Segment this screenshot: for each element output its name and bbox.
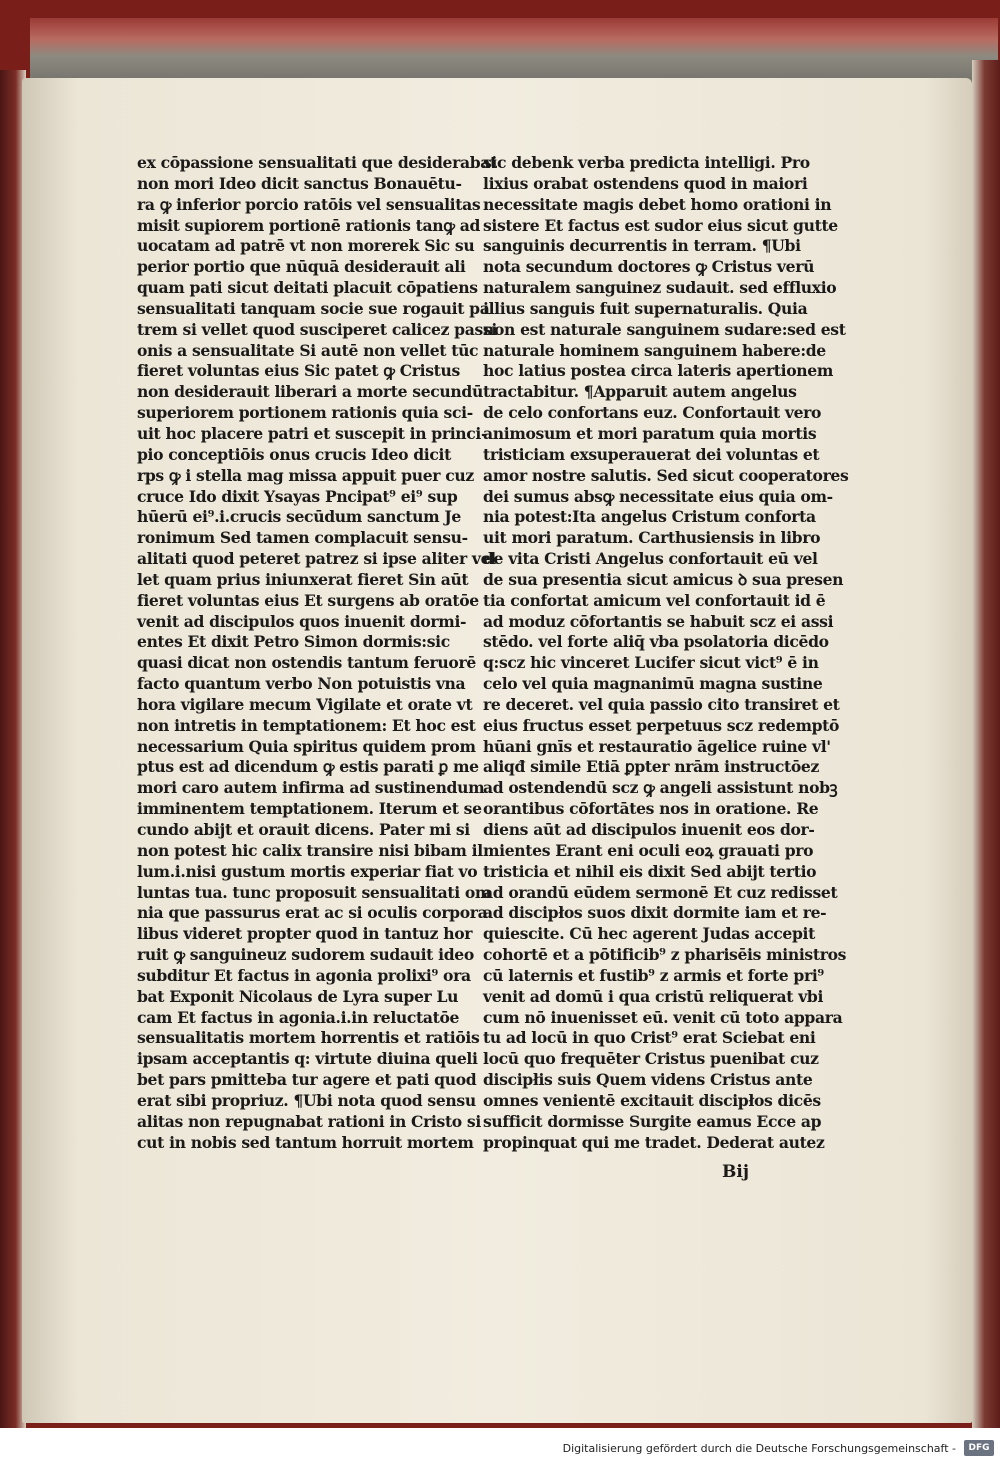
text-line: tractabitur. ¶Apparuit autem angelus [483,382,797,402]
text-line: non potest hic calix transire nisi bibam il [137,840,483,860]
text-line: tristicia et nihil eis dixit Sed abijt tertio [483,861,817,881]
text-line: necessarium Quia spiritus quidem prom [137,736,476,756]
text-line: quam pati sicut deitati placuit cōpatiens [137,278,478,298]
text-line: lum.i.nisi gustum mortis experiar fiat vo [137,861,478,881]
text-line: naturalem sanguinez sudauit. sed effluxio [483,278,837,298]
text-line: rps ꝙ i stella mag missa appuit puer cuz [137,465,474,485]
text-line: cum nō inuenisset eū. venit cū toto appara [483,1007,843,1027]
text-line: superiorem portionem rationis quia sci- [137,403,473,423]
text-line: uocatam ad patrē vt non morerek Sic su [137,236,475,256]
text-line: aliqđ simile Etiā ꝑpter nrām instructōez [483,757,819,777]
text-line: hūani gnīs et restauratio āgelice ruine vl' [483,736,831,756]
funding-credit: Digitalisierung gefördert durch die Deutsche Forschungsgemeinschaft - [562,1442,956,1455]
text-line: quiescite. Cū hec agerent Judas accepit [483,924,815,944]
text-line: non intretis in temptationem: Et hoc est [137,715,476,735]
text-line: omnes venientē excitauit discipłos dicēs [483,1090,821,1110]
text-line: nia que passurus erat ac si oculis corpora [137,903,488,923]
text-line: facto quantum verbo Non potuistis vna [137,674,466,694]
text-line: diens aūt ad discipulos inuenit eos dor- [483,820,815,839]
text-line: subditur Et factus in agonia prolixi⁹ ora [137,965,471,985]
text-line: sistere Et factus est sudor eius sicut gutte [483,215,838,235]
text-line: ex cōpassione sensualitati que desiderabat [137,153,497,172]
text-line: sanguinis decurrentis in terram. ¶Ubi [483,236,801,256]
text-line: hora vigilare mecum Vigilate et orate vt [137,694,473,714]
text-line: venit ad domū i qua cristū reliquerat vbi [483,986,824,1006]
text-line: sensualitatis mortem horrentis et ratiōis [137,1028,480,1048]
text-line: trem si vellet quod susciperet calicez passi [137,319,497,339]
text-line: ronimum Sed tamen complacuit sensu- [137,528,468,548]
text-line: ad ostendendū scz ꝙ angeli assistunt nobꝫ [483,778,838,798]
text-line: quasi dicat non ostendis tantum feruorē [137,653,476,673]
text-line: sensualitati tanquam socie sue rogauit pa [137,298,490,318]
text-line: cruce Ido dixit Ysayas Pncipat⁹ ei⁹ sup [137,486,458,506]
text-line: ad moduz cōfortantis se habuit scz ei assi [483,611,834,631]
text-line: imminentem temptationem. Iterum et se [137,799,482,819]
text-line: nia potest:Ita angelus Cristum conforta [483,507,816,527]
text-line: cundo abijt et orauit dicens. Pater mi si [137,820,470,839]
text-line: bet pars pmitteba tur agere et pati quod [137,1070,477,1090]
text-line: non desiderauit liberari a morte secundū [137,382,483,402]
text-column-right [483,153,849,1154]
text-line: venit ad discipulos quos inuenit dormi- [137,611,467,631]
text-line: de vita Cristi Angelus confortauit eū vel [483,549,818,569]
text-line: sic debenk verba predicta intelligi. Pro [483,153,810,172]
text-line: tristiciam exsuperauerat dei voluntas et [483,444,820,464]
text-line: cut in nobis sed tantum horruit mortem [137,1132,474,1152]
text-line: perior portio que nūquā desiderauit ali [137,257,466,277]
text-line: ruit ꝙ sanguineuz sudorem sudauit ideo [137,945,474,965]
text-line: animosum et mori paratum quia mortis [483,423,817,443]
text-line: libus videret propter quod in tantuz hor [137,924,473,944]
text-line: sufficit dormisse Surgite eamus Ecce ap [483,1111,822,1131]
text-line: fieret voluntas eius Sic patet ꝙ Cristus [137,361,460,381]
text-line: pio conceptiōis onus crucis Ideo dicit [137,444,451,464]
text-line: uit hoc placere patri et suscepit in princi- [137,423,488,443]
text-line: lixius orabat ostendens quod in maiori [483,173,808,193]
text-line: discipłis suis Quem videns Cristus ante [483,1070,813,1090]
text-line: ad discipłos suos dixit dormite iam et re- [483,903,827,923]
text-line: fieret voluntas eius Et surgens ab oratōe [137,590,479,610]
text-line: cū laternis et fustib⁹ z armis et forte pri⁹ [483,965,824,985]
text-line: naturale hominem sanguinem habere:de [483,340,826,360]
text-line: amor nostre salutis. Sed sicut cooperatores [483,465,849,485]
text-line: orantibus cōfortātes nos in oratione. Re [483,799,819,819]
text-line: de celo confortans euz. Confortauit vero [483,403,822,423]
text-line: re deceret. vel quia passio cito transiret et [483,694,840,714]
text-column-left [137,153,497,1154]
text-line: ptus est ad dicendum ꝙ estis parati ꝑ me [137,757,479,777]
text-line: erat sibi propriuz. ¶Ubi nota quod sensu [137,1090,476,1110]
text-line: ipsam acceptantis q: virtute diuina queli [137,1049,478,1069]
text-line: de sua presentia sicut amicus ꝺ sua presen [483,569,844,589]
text-line: onis a sensualitate Si autē non vellet tūc [137,340,479,360]
text-line: let quam prius iniunxerat fieret Sin aūt [137,569,469,589]
text-line: stēdo. vel forte aliq̄ vba psolatoria dicēdo [483,632,829,652]
signature-mark: Bij [722,1162,749,1182]
text-line: mientes Erant eni oculi eoꝝ grauati pro [483,840,814,860]
text-line: nota secundum doctores ꝙ Cristus verū [483,257,815,277]
text-line: illius sanguis fuit supernaturalis. Quia [483,298,808,318]
text-line: tu ad locū in quo Crist⁹ erat Sciebat eni [483,1028,816,1048]
text-line: locū quo frequēter Cristus puenibat cuz [483,1049,819,1069]
text-line: uit mori paratum. Carthusiensis in libro [483,528,821,548]
text-line: alitati quod peteret patrez si ipse aliter vel [137,549,496,569]
text-line: eius fructus esset perpetuus scz redemptō [483,715,840,735]
text-line: mori caro autem infirma ad sustinendum [137,778,485,798]
text-line: non mori Ideo dicit sanctus Bonauētu- [137,173,462,193]
text-line: ad orandū eūdem sermonē Et cuz redisset [483,882,838,902]
text-line: non est naturale sanguinem sudare:sed est [483,319,846,339]
book-right-edge [972,60,1000,1428]
text-line: bat Exponit Nicolaus de Lyra super Lu [137,986,459,1006]
text-line: ra ꝙ inferior porcio ratōis vel sensualitas [137,194,481,214]
text-line: dei sumus absꝙ necessitate eius quia om- [483,486,833,506]
text-line: necessitate magis debet homo orationi in [483,194,832,214]
text-line: cohortē et a pōtificib⁹ z pharisēis ministros [483,945,847,965]
text-line: tia confortat amicum vel confortauit id ē [483,590,826,610]
text-line: celo vel quia magnanimū magna sustine [483,674,823,694]
text-line: misit supiorem portionē rationis tanꝙ ad [137,215,481,235]
text-line: propinquat qui me tradet. Dederat autez [483,1132,825,1152]
text-line: hūerū ei⁹.i.crucis secūdum sanctum Je [137,507,461,527]
text-line: entes Et dixit Petro Simon dormis:sic [137,632,450,652]
text-line: alitas non repugnabat rationi in Cristo si [137,1111,481,1131]
text-line: luntas tua. tunc proposuit sensualitati om [137,882,492,902]
text-line: hoc latius postea circa lateris apertionem [483,361,833,381]
footer-bar [0,1428,1000,1466]
text-line: cam Et factus in agonia.i.in reluctatōe [137,1007,460,1027]
text-line: q:scz hic vinceret Lucifer sicut vict⁹ ē in [483,653,819,673]
dfg-logo-icon: DFG [964,1440,994,1456]
